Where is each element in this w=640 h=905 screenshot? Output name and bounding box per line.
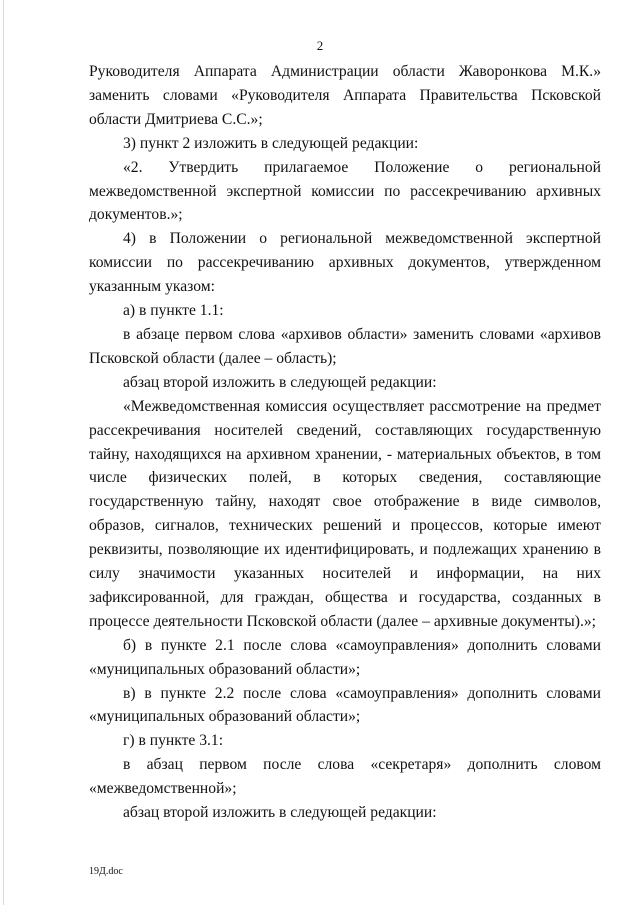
paragraph-9: б) в пункте 2.1 после слова «самоуправления» дополнить словами «муниципальных образований области»; (89, 636, 601, 678)
paragraph-3: «2. Утвердить прилагаемое Положение о региональной межведомственной экспертной комиссии по рассекречиванию архивных документов.»; (89, 158, 601, 224)
page-edge (3, 0, 4, 905)
paragraph-2: 3) пункт 2 изложить в следующей редакции: (123, 134, 419, 152)
paragraph-13: абзац второй изложить в следующей редакции: (123, 804, 437, 822)
footer-filename: 19Д.doc (89, 866, 123, 877)
paragraph-12: в абзац первом после слова «секретаря» дополнить словом «межведомственной»; (89, 756, 601, 798)
paragraph-10: в) в пункте 2.2 после слова «самоуправления» дополнить словами «муниципальных образований области»; (89, 684, 601, 726)
paragraph-6: в абзаце первом слова «архивов области» заменить словами «архивов Псковской области (далее – область); (89, 325, 601, 367)
paragraph-11: г) в пункте 3.1: (123, 732, 224, 750)
paragraph-4: 4) в Положении о региональной межведомственной экспертной комиссии по рассекречиванию архивных документов, утвержденном указанным указом: (89, 230, 601, 296)
paragraph-5: а) в пункте 1.1: (123, 302, 224, 320)
paragraph-1: Руководителя Аппарата Администрации области Жаворонкова М.К.» заменить словами «Руководителя Аппарата Правительства Псковской области Дмитриева С.С.»; (89, 63, 601, 128)
paragraph-8: «Межведомственная комиссия осуществляет рассмотрение на предмет рассекречивания носителей сведений, составляющих государственную тайну, находящихся на архивном хранении, - материальных объектов, в том числе физических полей, в которых сведения, составляющие государственную тайну, находят свое отображение в виде символов, образов, сигналов, технических решений и процессов, которые имеют реквизиты, позволяющие их идентифицировать, и подлежащих хранению в силу значимости указанных носителей и информации, на них зафиксированной, для граждан, общества и государства, созданных в процессе деятельности Псковской области (далее – архивные документы).»; (89, 397, 601, 630)
document-body (89, 60, 601, 825)
page-number: 2 (316, 38, 324, 53)
paragraph-7: абзац второй изложить в следующей редакции: (123, 373, 437, 391)
